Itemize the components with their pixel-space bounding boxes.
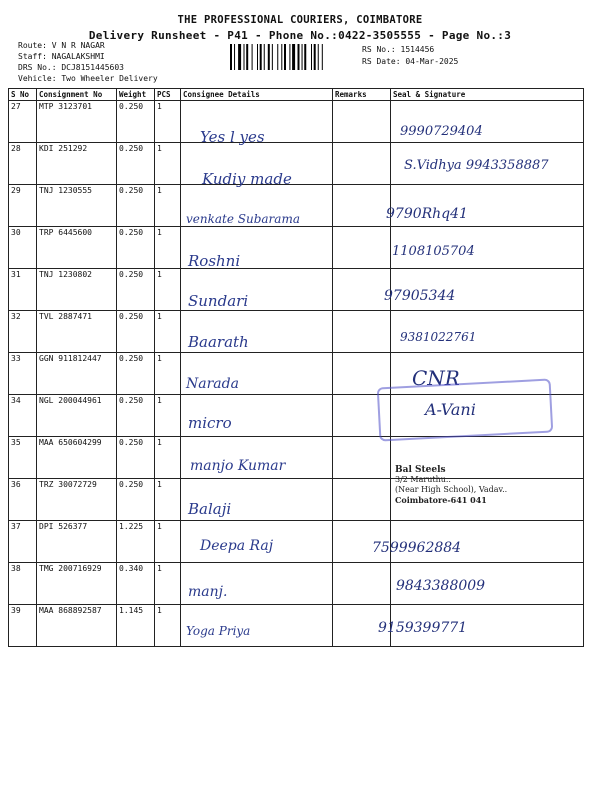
cell-sno: 38	[9, 563, 37, 605]
cell-weight: 0.250	[117, 353, 155, 395]
consignee-name: venkate Subarama	[186, 212, 300, 226]
cell-consignment: DPI 526377	[37, 521, 117, 563]
cell-weight: 0.250	[117, 143, 155, 185]
cell-consignment: GGN 911812447	[37, 353, 117, 395]
cell-pcs: 1	[155, 605, 181, 647]
signature: CNR	[412, 366, 460, 390]
stamp-line: (Near High School), Vadav..	[395, 485, 508, 494]
cell-sno: 36	[9, 479, 37, 521]
signature: 9381022761	[400, 330, 477, 344]
cell-sno: 30	[9, 227, 37, 269]
cell-sno: 31	[9, 269, 37, 311]
col-consignment: Consignment No	[37, 89, 117, 101]
cell-weight: 0.340	[117, 563, 155, 605]
consignee-name: Deepa Raj	[200, 538, 274, 554]
consignee-name: Yes l yes	[200, 128, 265, 146]
consignee-name: Balaji	[188, 500, 232, 518]
cell-consignment: KDI 251292	[37, 143, 117, 185]
signature: 9790Rhq41	[386, 206, 468, 222]
col-consignee: Consignee Details	[181, 89, 333, 101]
company-title: THE PROFESSIONAL COURIERS, COIMBATORE	[177, 14, 423, 26]
cell-sno: 34	[9, 395, 37, 437]
cell-remarks	[333, 101, 391, 143]
signature: 9159399771	[378, 620, 468, 636]
barcode-bar	[284, 44, 286, 70]
signature: 7599962884	[372, 540, 462, 556]
cell-pcs: 1	[155, 311, 181, 353]
col-signature: Seal & Signature	[391, 89, 584, 101]
barcode-bar	[314, 44, 316, 70]
barcode-bar	[238, 44, 241, 70]
barcode-bar	[230, 44, 232, 70]
cell-pcs: 1	[155, 185, 181, 227]
cell-remarks	[333, 227, 391, 269]
barcode-bar	[272, 44, 273, 70]
col-remarks: Remarks	[333, 89, 391, 101]
stamp-line: Bal Steels	[395, 465, 446, 475]
barcode	[230, 44, 356, 70]
rs-number: RS No.: 1514456	[362, 45, 435, 54]
col-weight: Weight	[117, 89, 155, 101]
cell-pcs: 1	[155, 101, 181, 143]
consignee-name: Baarath	[188, 333, 249, 351]
consignee-name: Narada	[186, 376, 239, 392]
cell-weight: 0.250	[117, 311, 155, 353]
cell-remarks	[333, 185, 391, 227]
barcode-bar	[234, 44, 235, 70]
cell-pcs: 1	[155, 563, 181, 605]
barcode-bar	[298, 44, 300, 70]
staff-label: Staff: NAGALAKSHMI	[18, 52, 105, 61]
cell-weight: 0.250	[117, 395, 155, 437]
barcode-bar	[311, 44, 312, 70]
cell-weight: 0.250	[117, 101, 155, 143]
cell-pcs: 1	[155, 353, 181, 395]
signature: 97905344	[384, 288, 456, 304]
seal-stamp	[395, 465, 507, 505]
signature: 9843388009	[396, 578, 486, 594]
rs-date: RS Date: 04-Mar-2025	[362, 57, 459, 66]
consignee-name: Yoga Priya	[186, 624, 251, 638]
table-row	[9, 563, 584, 605]
stamp-line: Coimbatore-641 041	[395, 495, 487, 505]
signature: A-Vani	[425, 400, 476, 419]
table-row	[9, 269, 584, 311]
table-row	[9, 227, 584, 269]
consignee-name: Sundari	[188, 292, 249, 310]
cell-remarks	[333, 563, 391, 605]
cell-sno: 37	[9, 521, 37, 563]
cell-remarks	[333, 143, 391, 185]
cell-consignment: MAA 868892587	[37, 605, 117, 647]
table-row	[9, 101, 584, 143]
cell-pcs: 1	[155, 269, 181, 311]
signature: 1108105704	[392, 244, 475, 259]
consignee-name: Kudiy made	[202, 170, 292, 188]
cell-pcs: 1	[155, 437, 181, 479]
barcode-bar	[260, 44, 262, 70]
cell-pcs: 1	[155, 143, 181, 185]
cell-pcs: 1	[155, 395, 181, 437]
barcode-bar	[292, 44, 295, 70]
cell-consignment: NGL 200044961	[37, 395, 117, 437]
barcode-bar	[252, 44, 253, 70]
cell-weight: 0.250	[117, 437, 155, 479]
cell-sno: 27	[9, 101, 37, 143]
barcode-bar	[304, 44, 306, 70]
cell-consignment: TRP 6445600	[37, 227, 117, 269]
table-row	[9, 311, 584, 353]
route-label: Route: V N R NAGAR	[18, 41, 105, 50]
barcode-bar	[302, 44, 303, 70]
cell-sno: 32	[9, 311, 37, 353]
cell-consignment: TMG 200716929	[37, 563, 117, 605]
cell-weight: 1.225	[117, 521, 155, 563]
cell-weight: 1.145	[117, 605, 155, 647]
signature: 9990729404	[400, 124, 483, 139]
cell-consignment: TRZ 30072729	[37, 479, 117, 521]
consignee-name: manj.	[188, 584, 228, 600]
drs-number: DRS No.: DCJ8151445603	[18, 63, 124, 72]
consignee-name: manjo Kumar	[190, 458, 286, 474]
barcode-bar	[257, 44, 258, 70]
cell-weight: 0.250	[117, 227, 155, 269]
signature: S.Vidhya 9943358887	[404, 158, 549, 173]
cell-consignment: TNJ 1230802	[37, 269, 117, 311]
cell-consignment: TNJ 1230555	[37, 185, 117, 227]
cell-pcs: 1	[155, 479, 181, 521]
barcode-bar	[318, 44, 319, 70]
cell-pcs: 1	[155, 227, 181, 269]
barcode-bar	[244, 44, 245, 70]
cell-sno: 28	[9, 143, 37, 185]
cell-sno: 33	[9, 353, 37, 395]
cell-consignment: MAA 650604299	[37, 437, 117, 479]
table-header-row	[9, 89, 584, 101]
cell-sno: 35	[9, 437, 37, 479]
barcode-bar	[264, 44, 265, 70]
cell-remarks	[333, 311, 391, 353]
cell-weight: 0.250	[117, 479, 155, 521]
cell-remarks	[333, 479, 391, 521]
runsheet-subtitle: Delivery Runsheet - P41 - Phone No.:0422-3505555 - Page No.:3	[88, 29, 512, 42]
barcode-bar	[268, 44, 270, 70]
cell-sno: 39	[9, 605, 37, 647]
barcode-bar	[246, 44, 248, 70]
col-sno: S No	[9, 89, 37, 101]
vehicle-label: Vehicle: Two Wheeler Delivery	[18, 74, 158, 83]
table-row	[9, 521, 584, 563]
barcode-bar	[277, 44, 278, 70]
cell-consignment: TVL 2887471	[37, 311, 117, 353]
col-pcs: PCS	[155, 89, 181, 101]
barcode-bar	[322, 44, 323, 70]
cell-weight: 0.250	[117, 185, 155, 227]
cell-pcs: 1	[155, 521, 181, 563]
barcode-bar	[281, 44, 282, 70]
cell-consignment: MTP 3123701	[37, 101, 117, 143]
cell-remarks	[333, 269, 391, 311]
cell-remarks	[333, 437, 391, 479]
table-row	[9, 605, 584, 647]
cell-sno: 29	[9, 185, 37, 227]
consignee-name: micro	[188, 414, 232, 432]
stamp-line: 3/2 Maruthu..	[395, 475, 451, 484]
cell-weight: 0.250	[117, 269, 155, 311]
barcode-bar	[289, 44, 290, 70]
consignee-name: Roshni	[188, 252, 241, 270]
